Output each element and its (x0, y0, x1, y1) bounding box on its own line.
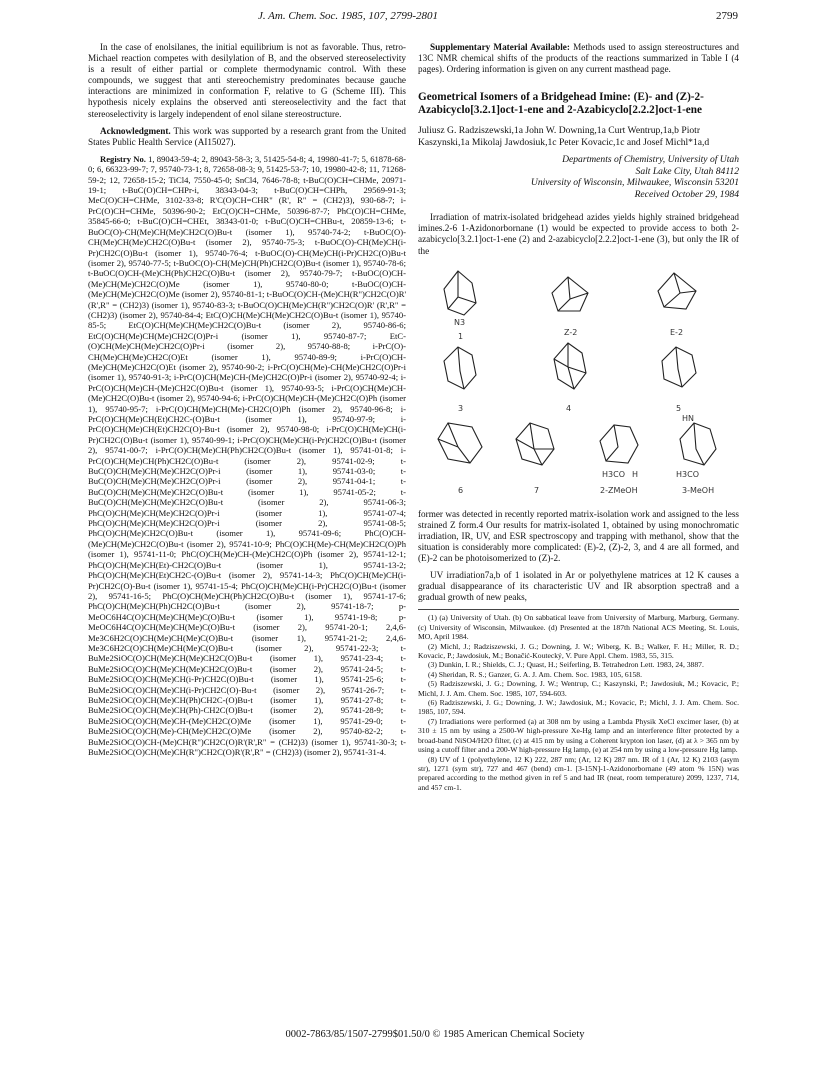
references (418, 609, 739, 792)
azide-label: N3 (454, 317, 466, 327)
reference-3: (3) Dunkin, I. R.; Shields, C. J.; Quast, H.; Seiferling, B. Tetrahedron Lett. 1983, 24, 3887. (428, 660, 704, 670)
affiliations (418, 154, 739, 200)
registry-label: Registry No. (100, 153, 149, 164)
results-paragraph: former was detected in recently reported matrix-isolation work and assigned to the less strained Z form.4 Our results for matrix-isolated 1, obtained by using monochromatic irradiation, IR, UV, and ESR spectroscopy and trapping with methanol, show that the situation is considerably more complicated: (E)-2, (Z)-2, 3, and 4 are all formed, and (E)-2 can be photoisomerized to (Z)-2. (418, 508, 739, 564)
intro-paragraph: Irradiation of matrix-isolated bridgehead azides yields highly strained bridgehead imines.2-6 1-Azidonorbornane (1) would be expected to provide access to both 2-azabicyclo[3.2.1]oct-1-ene (2) and 2-azabicyclo[2.2.2]oct-1-ene (3), but only the IR of the (418, 212, 739, 256)
acknowledgment-text: This work was supported by a research grant from the United States Public Health Service (AI15027). (88, 125, 406, 147)
reference-2: (2) Michl, J.; Radziszewski, J. G.; Downing, J. W.; Wiberg, K. B.; Walker, F. H.; Miller, R. D.; Kovacic, P.; Jawdosiuk, M.; Bonačić-Koutecký, V. Pure Appl. Chem. 1983, 55, 315. (418, 641, 739, 661)
supplementary-text: Methods used to assign stereostructures and 13C NMR chemical shifts of the products of the reactions summarized in Table I (4 pages). Ordering information is given on any current masthead page. (418, 42, 739, 75)
journal-citation: J. Am. Chem. Soc. 1985, 107, 2799-2801 (258, 10, 439, 22)
structure-label-6: 6 (458, 485, 464, 495)
structure-label-5: 5 (676, 403, 682, 413)
methoxy-label-a: H3CO (602, 469, 625, 479)
reference-7: (7) Irradiations were performed (a) at 308 nm by using a Lambda Physik XeCl excimer laser, (b) at 310 ± 15 nm by using a 2500-W high-pressure Xe-Hg lamp and an interference filter protected by a broad-band NiSO4/H2O filter, (c) at 415 nm by using a Coherent krypton ion laser, (d) at λ > 365 nm by using a cutoff filter and a 200-W high-pressure Hg lamp, (e) at 254 nm by using a low-pressure Hg lamp. (418, 716, 739, 755)
structure-5-drawing (662, 347, 696, 387)
left-column (88, 42, 406, 763)
right-column (418, 42, 739, 792)
reference-6: (6) Radziszewski, J. G.; Downing, J. W.; Jawdosiuk, M.; Kovacic, P.; Michl, J. J. Am. Chem. Soc. 1985, 107, 594. (418, 698, 739, 717)
registry-text: 1, 89043-59-4; 2, 89043-58-3; 3, 51425-54-8; 4, 19980-41-7; 5, 61878-68-0; 6, 66323-99-7; 7, 95740-73-1; 8, 72658-08-3; 9, 51425-53-7; 10, 19980-42-8; 11, 71268-59-2; 12, 72658-15-2; TiCl4, 7550-45-0; SnCl4, 7646-78-8; t-BuC(O)CH=CHMe, 20971-19-1; t-BuC(O)CH=CHPr-i, 38343-04-3; t-BuC(O)CH=CHPh, 29569-91-3; MeC(O)CH=CHMe, 3102-33-8; R'C(O)CH=CHR" (R', R" = (CH2)3), 930-68-7; i-PrC(O)CH=CHMe, 50396-90-2; EtC(O)CH=CHMe, 50396-87-7; PhC(O)CH=CHMe, 35845-66-0; t-BuC(O)CH=CHEt, 38343-01-0; t-BuC(O)CH=CHBu-t, 20859-13-6; t-BuOC(O)-CH(Me)CH(Me)CH2C(O)Bu-t (isomer 1), 95740-74-2; t-BuOC(O)-CH(Me)CH(Me)CH2C(O)Bu-t (isomer 2), 95740-75-3; t-BuOC(O)-CH(Me)CH(i-Pr)CH2C(O)Bu-t (isomer 1), 95740-76-4; t-BuOC(O)-CH(Me)CH(i-Pr)CH2C(O)Bu-t (isomer 2), 95740-77-5; t-BuOC(O)-CH(Me)CH(Ph)CH2C(O)Bu-t (isomer 1), 95740-78-6; t-BuOC(O)CH-(Me)CH(Ph)CH2C(O)Bu-t (isomer 2), 95740-79-7; t-BuOC(O)CH-(Me)CH(Me)CH2C(O)Me (isomer 1), 95740-80-0; t-BuOC(O)CH-(Me)CH(Me)CH2C(O)Me (isomer 2), 95740-81-1; t-BuOC(O)CH-(Me)CH(R")CH2C(O)R' (R',R" = (CH2)3) (isomer 1), 95740-83-3; t-BuOC(O)CH(Me)CH(R")CH2C(O)R' (R',R" = (CH2)3) (isomer 2), 95740-84-4; EtC(O)CH(Me)CH(Me)CH2C(O)Bu-t (isomer 1), 95740-85-5; EtC(O)CH(Me)CH(Me)CH2C(O)Bu-t (isomer 2), 95740-86-6; EtC(O)CH(Me)CH(Me)CH2C(O)Pr-i (isomer 1), 95740-87-7; EtC-(O)CH(Me)CH(Me)CH2C(O)Pr-i (isomer 2), 95740-88-8; i-PrC(O)-CH(Me)CH(Me)CH2C(O)Et (isomer 1), 95740-89-9; i-PrC(O)CH-(Me)CH(Me)CH2C(O)Et (isomer 2), 95740-90-2; i-PrC(O)CH(Me)-CH(Me)CH2C(O)Pr-i (isomer 1), 95740-91-3; i-PrC(O)CH(Me)CH-(Me)CH2C(O)Pr-i (isomer 2), 95740-92-4; i-PrC(O)CH(Me)CH-(Me)CH2C(O)Bu-t (isomer 1), 95740-93-5; i-PrC(O)CH(Me)CH-(Me)CH2C(O)Bu-t (isomer 2), 95740-94-6; i-PrC(O)CH(Me)CH-(Me)CH2C(O)Ph (isomer 1), 95740-95-7; i-PrC(O)CH(Me)CH(Me)-CH2C(O)Ph (isomer 2), 95740-96-8; i-PrC(O)CH(Me)CH(Et)CH2C-(O)Bu-t (isomer 1), 95740-97-9; i-PrC(O)CH(Me)CH(Et)CH2C(O)-Bu-t (isomer 2), 95740-98-0; i-PrC(O)CH(Me)CH(i-Pr)CH2C(O)Bu-t (isomer 1), 95740-99-1; i-PrC(O)CH(Me)CH(i-Pr)CH2C(O)Bu-t (isomer 2), 95741-00-7; i-PrC(O)CH(Me)CH(Ph)CH2C(O)Bu-t (isomer 1), 95741-01-8; i-PrC(O)CH(Me)CH(Ph)CH2C(O)Bu-t (isomer 2), 95741-02-9; t-BuC(O)CH(Me)CH(Me)CH2C(O)Pr-i (isomer 1), 95741-03-0; t-BuC(O)CH(Me)CH(Me)CH2C(O)Pr-i (isomer 2), 95741-04-1; t-BuC(O)CH(Me)CH(Me)CH2C(O)Bu-t (isomer 1), 95741-05-2; t-BuC(O)CH(Me)CH(Me)CH2C(O)Bu-t (isomer 2), 95741-06-3; PhC(O)CH(Me)CH(Me)CH2C(O)Pr-i (isomer 1), 95741-07-4; PhC(O)CH(Me)CH(Me)CH2C(O)Pr-i (isomer 2), 95741-08-5; PhC(O)CH(Me)CH2C(O)Bu-t (isomer 1), 95741-09-6; PhC(O)CH-(Me)CH(Me)CH2C(O)Bu-t (isomer 2), 95741-10-9; PhC(O)CH(Me)-CH(Me)CH2C(O)Ph (isomer 1), 95741-11-0; PhC(O)CH(Me)CH-(Me)CH2C(O)Ph (isomer 2), 95741-12-1; PhC(O)CH(Me)CH(Et)-CH2C(O)Bu-t (isomer 1), 95741-13-2; PhC(O)CH(Me)CH(Et)CH2C-(O)Bu-t (isomer 2), 95741-14-3; PhC(O)CH(Me)CH(i-Pr)CH2C(O)-Bu-t (isomer 1), 95741-15-4; PhC(O)CH(Me)CH(i-Pr)CH2C(O)Bu-t (isomer 2), 95741-16-5; PhC(O)CH(Me)CH(Ph)CH2C(O)Bu-t (isomer 1), 95741-17-6; PhC(O)CH(Me)CH(Ph)CH2C(O)Bu-t (isomer 2), 95741-18-7; p-MeOC6H4C(O)CH(Me)CH(Me)C(O)Bu-t (isomer 1), 95741-19-8; p-MeOC6H4C(O)CH(Me)CH(Me)C(O)Bu-t (isomer 2), 95741-20-1; 2,4,6-Me3C6H2C(O)CH(Me)CH(Me)C(O)Bu-t (isomer 1), 95741-21-2; 2,4,6-Me3C6H2C(O)CH(Me)CH(Me)C(O)Bu-t (isomer 2), 95741-22-3; t-BuMe2SiOC(O)CH(Me)CH(Me)CH2C(O)Bu-t (isomer 1), 95741-23-4; t-BuMe2SiOC(O)CH(Me)CH(Me)CH2C(O)Bu-t (isomer 2), 95741-24-5; t-BuMe2SiOC(O)CH(Me)CH(i-Pr)CH2C(O)Bu-t (isomer 1), 95741-25-6; t-BuMe2SiOC(O)CH(Me)CH(i-Pr)CH2C(O)-Bu-t (isomer 2), 95741-26-7; t-BuMe2SiOC(O)CH(Me)CH(Ph)CH2C-(O)Bu-t (isomer 1), 95741-27-8; t-BuMe2SiOC(O)CH(Me)CH(Ph)-CH2C(O)Bu-t (isomer 2), 95741-28-9; t-BuMe2SiOC(O)CH(Me)CH-(Me)CH2C(O)Me (isomer 1), 95741-29-0; t-BuMe2SiOC(O)CH(Me)-CH(Me)CH2C(O)Me (isomer 2), 95740-82-2; t-BuMe2SiOC(O)CH-(Me)CH(R")CH2C(O)R'(R',R" = (CH2)3) (isomer 1), 95741-30-3; t-BuMe2SiOC(O)CH(Me)CH(R")CH2C(O)R'(R',R" = (CH2)3) (isomer 2), 95741-31-4. (88, 153, 406, 757)
structure-e2-drawing (658, 273, 696, 309)
structure-8-drawing (600, 425, 638, 463)
supplementary-material (418, 42, 739, 75)
running-header (88, 10, 738, 24)
structure-3-drawing (444, 347, 476, 389)
conclusion-paragraph: In the case of enolsilanes, the initial equilibrium is not as favorable. Thus, retro-Michael reaction competes with desilylation of B, and the observed stereoselectivity is a result of either partial or complete thermodynamic control. With these compounds, we suggest that anti stereochemistry predominates because gauche interactions are minimized in conformation F, relative to G (Scheme III). This hypothesis nicely explains the observed anti stereoselectivity and the fact that stereoselectivity is largely independent of enol silane stereostructure. (88, 42, 406, 119)
article-title: Geometrical Isomers of a Bridgehead Imine: (E)- and (Z)-2-Azabicyclo[3.2.1]oct-1-ene and 2-Azabicyclo[2.2.2]oct-1-ene (418, 91, 704, 117)
structure-label-3-meoh: 3-MeOH (682, 485, 715, 495)
hydrogen-label: H (632, 469, 639, 479)
affiliation-utah-city: Salt Lake City, Utah 84112 (635, 165, 739, 177)
structure-7-drawing (516, 423, 554, 465)
structure-6-drawing (438, 423, 482, 463)
affiliation-wisconsin: University of Wisconsin, Milwaukee, Wisconsin 53201 (530, 177, 739, 189)
supplementary-label: Supplementary Material Available: (430, 42, 570, 52)
structure-9-drawing (680, 423, 716, 465)
reference-5: (5) Radziszewski, J. G.; Downing, J. W.; Wentrup, C.; Kaszynski, P.; Jawdosiuk, M.; Kovacic, P.; Michl, J. J. Am. Chem. Soc. 1985, 107, 594-603. (418, 679, 739, 698)
amine-label: HN (682, 413, 694, 423)
author-list: Juliusz G. Radziszewski,1a John W. Downing,1a Curt Wentrup,1a,b Piotr Kaszynski,1a Mikolaj Jawdosiuk,1c Peter Kovacic,1c and Josef Michl*1a,d (418, 125, 710, 148)
methoxy-label-b: H3CO (676, 469, 699, 479)
structure-4-drawing (554, 343, 586, 389)
acknowledgment-label: Acknowledgment. (100, 125, 171, 136)
reference-8: (8) UV of 1 (polyethylene, 12 K) 222, 287 nm; (Ar, 12 K) 287 nm. IR of 1 (Ar, 12 K) 2103 (asym str), 1271 (sym str), 727 and 467 (bend) cm-1. [3-15N]-1-Azidonorbornane (49 atom % 15N) was prepared according to the method given in ref 5 and had IR (neat, room temperature) 2099, 1237, 714, and 457 cm-1. (418, 754, 739, 792)
structure-z2-drawing (552, 277, 588, 311)
structure-label-4: 4 (566, 403, 572, 413)
page-number: 2799 (716, 10, 738, 22)
reference-1: (1) (a) University of Utah. (b) On sabbatical leave from University of Marburg, Marburg, Germany. (c) University of Wisconsin, Milwaukee. (d) Presented at the 187th National ACS Meeting, St. Louis, MO, April 1984. (418, 613, 739, 642)
received-date: Received October 29, 1984 (634, 188, 739, 200)
chemical-structures (418, 263, 739, 501)
reference-4: (4) Sheridan, R. S.; Ganzer, G. A. J. Am. Chem. Soc. 1983, 105, 6158. (428, 669, 642, 679)
structure-label-e2: E-2 (670, 327, 684, 337)
structure-label-1: 1 (458, 331, 464, 341)
structure-label-z2: Z-2 (564, 327, 578, 337)
registry-numbers (88, 154, 406, 758)
structure-label-3: 3 (458, 403, 464, 413)
structure-diagram (418, 263, 739, 501)
affiliation-utah: Departments of Chemistry, University of Utah (562, 154, 739, 166)
structure-label-7: 7 (534, 485, 540, 495)
copyright-footer: 0002-7863/85/1507-2799$01.50/0 © 1985 American Chemical Society (285, 1029, 585, 1040)
structure-1-drawing (444, 271, 476, 315)
acknowledgment (88, 126, 406, 148)
uv-paragraph: UV irradiation7a,b of 1 isolated in Ar or polyethylene matrices at 12 K causes a gradual disappearance of its characteristic UV and IR absorption spectra8 and a gradual growth of new peaks, (418, 570, 739, 603)
structure-label-2-meoh: 2-ZMeOH (600, 485, 638, 495)
